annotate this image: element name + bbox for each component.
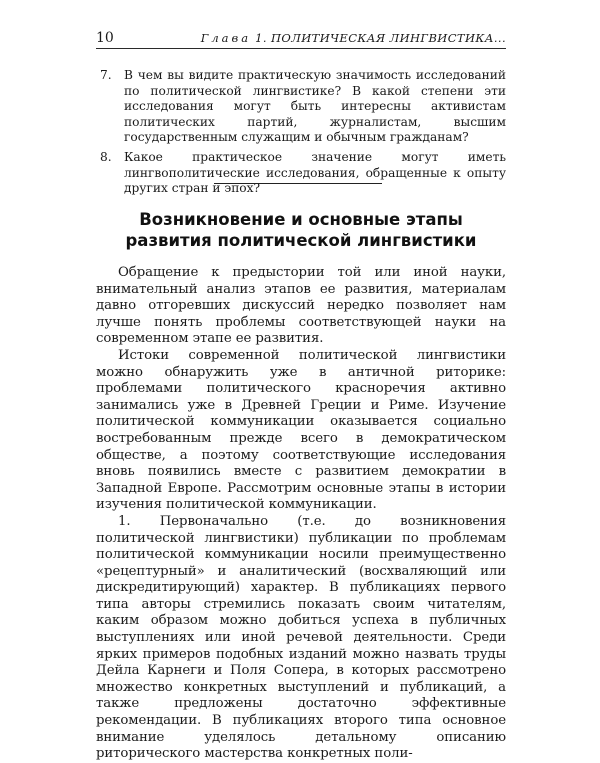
chapter-title (201, 31, 506, 45)
body-text (96, 265, 506, 763)
paragraph: 1. Первоначально (т.е. до возникновения политической лингвистики) публикации по проблемам политической коммуникации носили преимущественно «рецептурный» и аналитический (восхваляющий или дискредитирующий) характер. В публикациях первого типа авторы стремились показать своим читателям, каким образом можно добиться успеха в публичных выступлениях или иной речевой деятельности. Среди ярких примеров подобных изданий можно назвать труды Дейла Карнеги и Поля Сопера, в которых рассмотрено множество конкретных выступлений и публикаций, а также предложены достаточно эффективные рекомендации. В публикациях второго типа основное внимание уделялось детальному описанию риторического мастерства конкретных поли- (96, 513, 506, 762)
running-header (96, 30, 506, 49)
question-text: В чем вы видите практическую значимость исследований по политической лингвистике? В какой степени эти исследования могут быть интересны активистам политических партий, журналистам, высшим государственным служащим и обычным гражданам? (124, 68, 506, 145)
section-divider (214, 183, 382, 184)
paragraph: Истоки современной политической лингвистики можно обнаружить уже в античной риторике: проблемами политического красноречия активно занимались уже в Древней Греции и Риме. Изучение политической коммуникации оказывается социально востребованным прежде всего в демократическом обществе, а поэтому соответствующие исследования вновь появились вместе с развитием демократии в Западной Европе. Рассмотрим основные этапы в истории изучения политической коммуникации. (96, 347, 506, 513)
page-number: 10 (96, 30, 114, 46)
question-item (100, 150, 506, 197)
section-heading (96, 209, 506, 251)
section-heading-line: Возникновение и основные этапы (139, 210, 463, 229)
paragraph: Обращение к предыстории той или иной науки, внимательный анализ этапов ее развития, материалам давно отгоревших дискуссий нередко позволяет нам лучше понять проблемы соответствующей науки на современном этапе ее развития. (96, 265, 506, 347)
chapter-label: Глава (200, 31, 252, 45)
question-number: 7. (100, 68, 112, 82)
question-number: 8. (100, 149, 112, 164)
section-heading-line: развития политической лингвистики (125, 231, 477, 250)
question-list (100, 68, 506, 201)
chapter-name: 1. ПОЛИТИЧЕСКАЯ ЛИНГВИСТИКА... (251, 31, 506, 45)
question-text: Какое практическое значение могут иметь лингвополитические исследования, обращенные к опыту других стран и эпох? (124, 149, 506, 196)
question-item (100, 68, 506, 146)
